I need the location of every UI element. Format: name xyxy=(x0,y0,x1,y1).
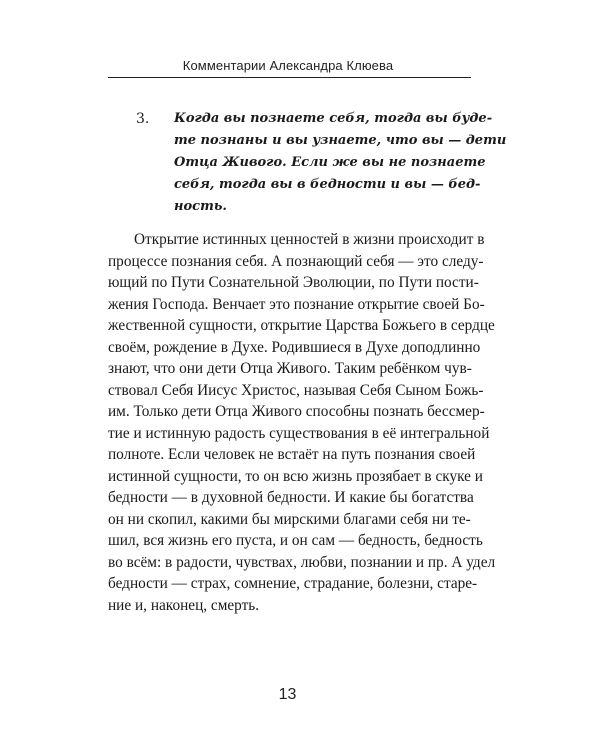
verse-line: Отца Живого. Если же вы не познаете xyxy=(174,155,486,170)
commentary-line: шил, вся жизнь его пуста, и он сам — бедность, бедность xyxy=(108,532,483,549)
commentary-line: он ни скопил, какими бы мирскими благами себя ни те- xyxy=(108,510,471,528)
verse-line: те познаны и вы узнаете, что вы — дети xyxy=(174,133,507,148)
commentary-line: полноте. Если человек не встаёт на путь познания своей xyxy=(108,446,476,463)
commentary-line: процессе познания себя. А познающий себя — это следу- xyxy=(108,252,484,270)
page-number: 13 xyxy=(278,686,297,703)
commentary-line: ющий по Пути Сознательной Эволюции, по Пути пости- xyxy=(108,274,479,291)
verse-text xyxy=(174,108,507,218)
commentary-line: бедности — в духовной бедности. И какие бы богатства xyxy=(108,489,474,506)
verse-line: Когда вы познаете себя, тогда вы буде- xyxy=(174,111,493,126)
verse-number: 3. xyxy=(136,111,150,127)
commentary-line: Открытие истинных ценностей в жизни происходит в xyxy=(134,231,485,248)
commentary-paragraph xyxy=(108,229,496,616)
commentary-line: жественной сущности, открытие Царства Божьего в сердце xyxy=(108,317,495,334)
running-header: Комментарии Александра Клюева xyxy=(182,58,394,73)
verse-line: себя, тогда вы в бедности и вы — бед- xyxy=(174,177,481,192)
commentary-line: своём, рождение в Духе. Родившиеся в Духе доподлинно xyxy=(108,338,481,356)
commentary-line: жения Господа. Венчает это познание открытие своей Бо- xyxy=(108,295,485,313)
commentary-line: знают, что они дети Отца Живого. Таким ребёнком чув- xyxy=(108,360,472,377)
commentary-line: тие и истинную радость существования в её интегральной xyxy=(108,424,490,442)
commentary-line: ние и, наконец, смерть. xyxy=(108,596,260,614)
verse-line: ность. xyxy=(174,199,227,214)
commentary-line: ствовал Себя Иисус Христос, называя Себя Сыном Божь- xyxy=(108,381,484,399)
commentary-line: во всём: в радости, чувствах, любви, познании и пр. А удел xyxy=(108,553,496,571)
commentary-line: бедности — страх, сомнение, страдание, болезни, старе- xyxy=(108,575,478,592)
commentary-line: им. Только дети Отца Живого способны познать бессмер- xyxy=(108,403,485,420)
commentary-line: истинной сущности, то он всю жизнь прозябает в скуке и xyxy=(108,467,483,485)
header-rule xyxy=(108,77,471,78)
